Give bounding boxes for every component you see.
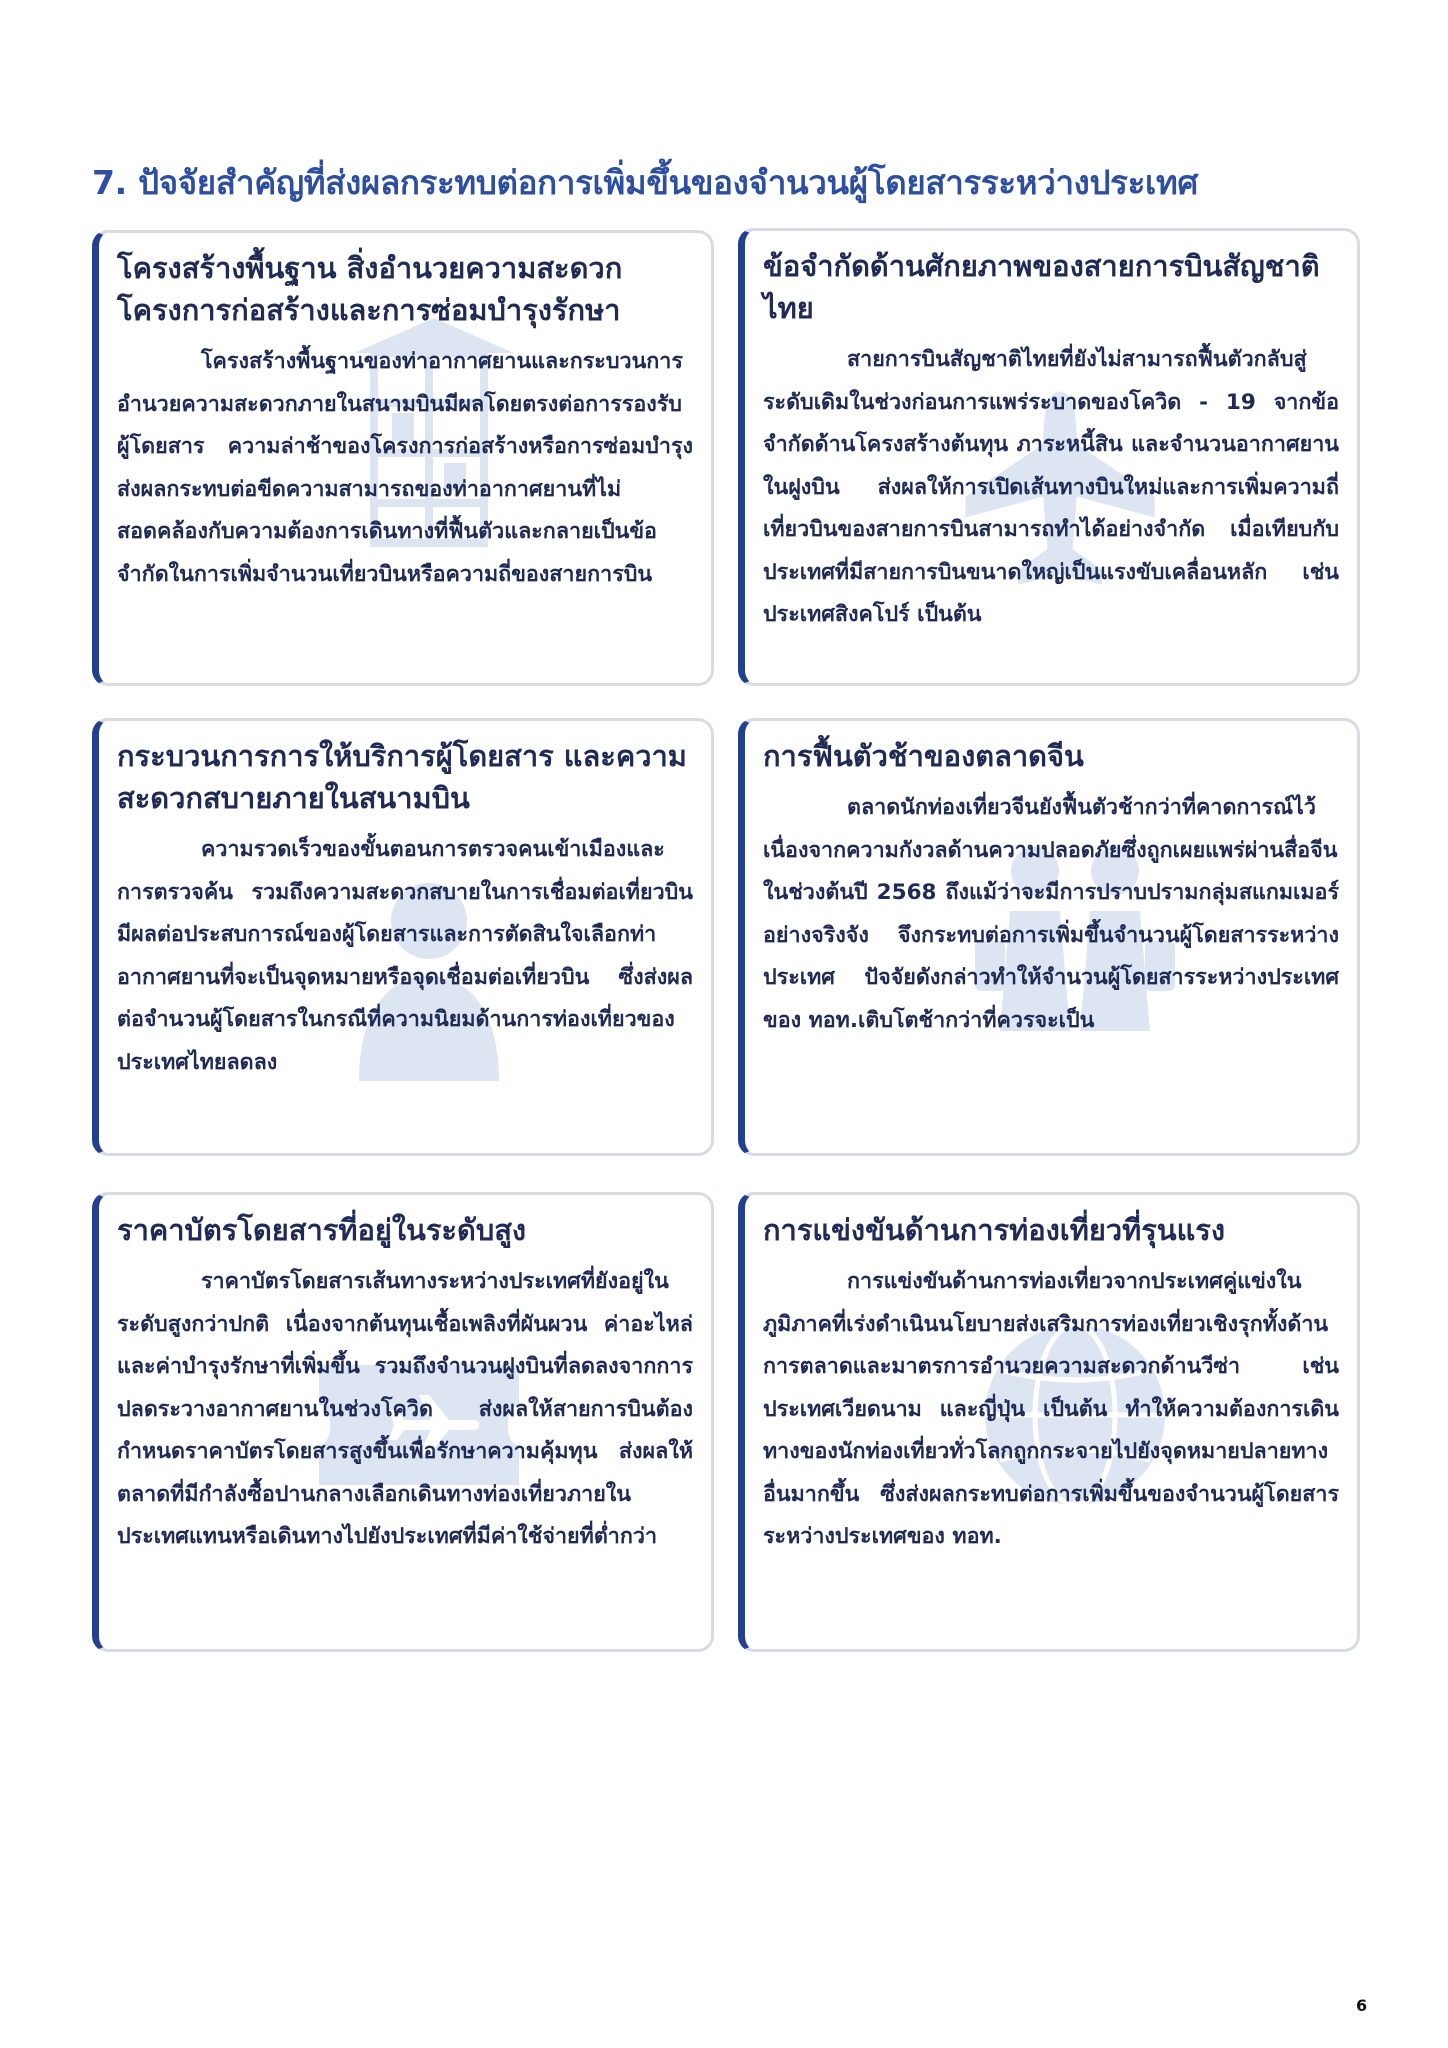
factor-card-ticket-price [92,1192,714,1652]
card-body: ความรวดเร็วของขั้นตอนการตรวจคนเข้าเมืองและการตรวจค้น รวมถึงความสะดวกสบายในการเชื่อมต่อเที่ยวบินมีผลต่อประสบการณ์ของผู้โดยสารและการตัดสินใจเลือกท่าอากาศยานที่จะเป็นจุดหมายหรือจุดเชื่อมต่อเที่ยวบิน ซึ่งส่งผลต่อจำนวนผู้โดยสารในกรณีที่ความนิยมด้านการท่องเที่ยวของประเทศไทยลดลง [117,837,693,1075]
card-body: ตลาดนักท่องเที่ยวจีนยังฟื้นตัวช้ากว่าที่คาดการณ์ไว้ เนื่องจากความกังวลด้านความปลอดภัยซึ่งถูกเผยแพร่ผ่านสื่อจีนในช่วงต้นปี 2568 ถึงแม้ว่าจะมีการปราบปรามกลุ่มสแกมเมอร์อย่างจริงจัง จึงกระทบต่อการเพิ่มขึ้นจำนวนผู้โดยสารระหว่างประเทศ ปัจจัยดังกล่าวทำให้จำนวนผู้โดยสารระหว่างประเทศของ ทอท.เติบโตช้ากว่าที่ควรจะเป็น [763,795,1339,1033]
card-title: ข้อจำกัดด้านศักยภาพของสายการบินสัญชาติไทย [763,249,1320,325]
card-body: สายการบินสัญชาติไทยที่ยังไม่สามารถฟื้นตัวกลับสู่ระดับเดิมในช่วงก่อนการแพร่ระบาดของโควิด - 19 จากข้อจำกัดด้านโครงสร้างต้นทุน ภาระหนี้สิน และจำนวนอากาศยานในฝูงบิน ส่งผลให้การเปิดเส้นทางบินใหม่และการเพิ่มความถี่เที่ยวบินของสายการบินสามารถทำได้อย่างจำกัด เมื่อเทียบกับประเทศที่มีสายการบินขนาดใหญ่เป็นแรงขับเคลื่อนหลัก เช่น ประเทศสิงคโปร์ เป็นต้น [763,347,1339,627]
factor-card-china-market [738,718,1360,1156]
page-title: 7. ปัจจัยสำคัญที่ส่งผลกระทบต่อการเพิ่มขึ้นของจำนวนผู้โดยสารระหว่างประเทศ [92,163,1199,202]
card-title: โครงสร้างพื้นฐาน สิ่งอำนวยความสะดวก โครงการก่อสร้างและการซ่อมบำรุงรักษา [117,251,623,327]
page-number: 6 [1356,1996,1368,2015]
factor-card-infrastructure [92,230,714,686]
card-body: ราคาบัตรโดยสารเส้นทางระหว่างประเทศที่ยังอยู่ในระดับสูงกว่าปกติ เนื่องจากต้นทุนเชื้อเพลิงที่ผันผวน ค่าอะไหล่และค่าบำรุงรักษาที่เพิ่มขึ้น รวมถึงจำนวนฝูงบินที่ลดลงจากการปลดระวางอากาศยานในช่วงโควิด ส่งผลให้สายการบินต้องกำหนดราคาบัตรโดยสารสูงขึ้นเพื่อรักษาความคุ้มทุน ส่งผลให้ตลาดที่มีกำลังซื้อปานกลางเลือกเดินทางท่องเที่ยวภายในประเทศแทนหรือเดินทางไปยังประเทศที่มีค่าใช้จ่ายที่ต่ำกว่า [117,1269,693,1549]
factor-card-tourism-competition [738,1192,1360,1652]
factor-card-passenger-service [92,718,714,1156]
card-title: ราคาบัตรโดยสารที่อยู่ในระดับสูง [117,1213,527,1247]
card-title: การแข่งขันด้านการท่องเที่ยวที่รุนแรง [763,1213,1226,1247]
card-body: การแข่งขันด้านการท่องเที่ยวจากประเทศคู่แข่งในภูมิภาคที่เร่งดำเนินนโยบายส่งเสริมการท่องเที่ยวเชิงรุกทั้งด้านการตลาดและมาตรการอำนวยความสะดวกด้านวีซ่า เช่น ประเทศเวียดนาม และญี่ปุ่น เป็นต้น ทำให้ความต้องการเดินทางของนักท่องเที่ยวทั่วโลกถูกกระจายไปยังจุดหมายปลายทางอื่นมากขึ้น ซึ่งส่งผลกระทบต่อการเพิ่มขึ้นของจำนวนผู้โดยสารระหว่างประเทศของ ทอท. [763,1269,1339,1549]
card-title: กระบวนการการให้บริการผู้โดยสาร และความสะดวกสบายภายในสนามบิน [117,739,687,815]
factor-card-airline-capacity [738,228,1360,686]
card-body: โครงสร้างพื้นฐานของท่าอากาศยานและกระบวนการอำนวยความสะดวกภายในสนามบินมีผลโดยตรงต่อการรองรับผู้โดยสาร ความล่าช้าของโครงการก่อสร้างหรือการซ่อมบำรุง ส่งผลกระทบต่อขีดความสามารถของท่าอากาศยานที่ไม่สอดคล้องกับความต้องการเดินทางที่ฟื้นตัวและกลายเป็นข้อจำกัดในการเพิ่มจำนวนเที่ยวบินหรือความถี่ของสายการบิน [117,349,693,587]
card-title: การฟื้นตัวช้าของตลาดจีน [763,739,1084,773]
